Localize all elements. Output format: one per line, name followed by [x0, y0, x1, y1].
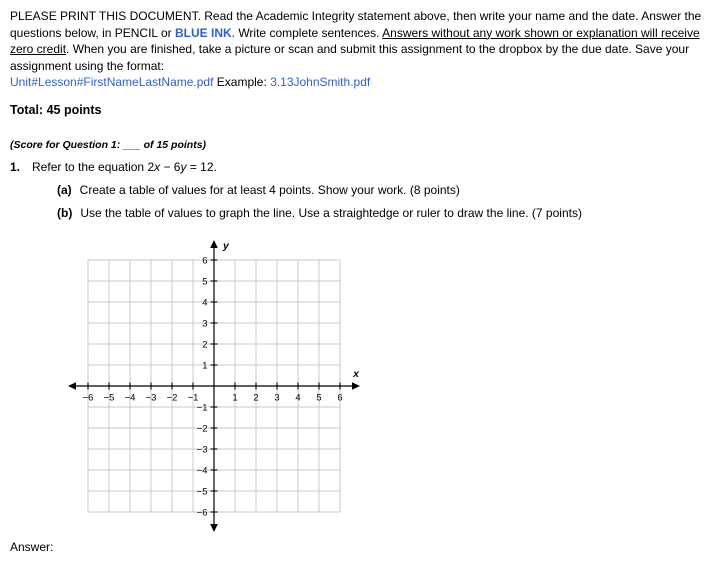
- score-line: (Score for Question 1: ___ of 15 points): [10, 138, 207, 151]
- svg-text:−6: −6: [196, 506, 208, 518]
- svg-text:−6: −6: [82, 392, 94, 403]
- x-axis-left-arrow: [68, 382, 76, 390]
- svg-text:1: 1: [232, 392, 238, 403]
- svg-text:4: 4: [295, 392, 301, 403]
- svg-text:−4: −4: [124, 392, 136, 403]
- axes: [68, 240, 360, 532]
- svg-text:6: 6: [337, 392, 343, 403]
- svg-text:2: 2: [253, 392, 259, 403]
- filename-example-text: 3.13JohnSmith.pdf: [270, 75, 371, 89]
- total-points: Total: 45 points: [10, 102, 102, 117]
- y-axis-label: y: [223, 239, 229, 252]
- svg-text:−1: −1: [196, 401, 208, 413]
- svg-text:5: 5: [316, 392, 322, 403]
- svg-text:−3: −3: [196, 443, 208, 455]
- svg-text:2: 2: [202, 338, 208, 350]
- part-a-label: (a): [57, 182, 72, 197]
- part-a-text: Create a table of values for at least 4 points. Show your work. (8 points): [79, 182, 460, 197]
- svg-text:3: 3: [274, 392, 280, 403]
- part-b-label: (b): [57, 205, 73, 220]
- svg-text:5: 5: [202, 275, 208, 287]
- y-axis-bottom-arrow: [210, 524, 218, 532]
- question-1-part-b: [57, 206, 702, 220]
- svg-text:−2: −2: [166, 392, 178, 403]
- svg-text:3: 3: [202, 317, 208, 329]
- svg-text:−5: −5: [103, 392, 115, 403]
- svg-text:1: 1: [202, 359, 208, 371]
- svg-text:4: 4: [202, 296, 208, 308]
- x-axis-label: x: [353, 367, 359, 380]
- svg-text:−2: −2: [196, 422, 208, 434]
- question-1: [10, 160, 702, 174]
- svg-text:−5: −5: [196, 485, 208, 497]
- question-text: Refer to the equation 2x − 6y = 12.: [32, 159, 217, 174]
- coordinate-grid-svg: [64, 236, 364, 536]
- blue-ink-emphasis: BLUE INK: [174, 25, 232, 40]
- part-b-text: Use the table of values to graph the line. Use a straightedge or ruler to draw the line. (7 points): [80, 205, 582, 220]
- example-label: Example:: [213, 75, 271, 89]
- answer-label: Answer:: [10, 539, 54, 554]
- intro-text-end: . When you are finished, take a picture or scan and submit this assignment to the dropbox by the due date. Save your assignment using the format:: [10, 42, 690, 73]
- intro-paragraph: [10, 8, 704, 91]
- svg-text:−1: −1: [187, 392, 199, 403]
- tick-marks-and-labels: [83, 255, 343, 518]
- svg-text:6: 6: [202, 254, 208, 266]
- zero-credit-policy-text: Answers without any work shown or explanation will receive zero credit: [10, 25, 700, 56]
- x-axis-right-arrow: [352, 382, 360, 390]
- intro-text-start: PLEASE PRINT THIS DOCUMENT. Read the Academic Integrity statement above, then write your name and the date. Answer the questions below, in PENCIL or: [10, 9, 702, 40]
- coordinate-grid: [64, 236, 364, 536]
- question-number: 1.: [10, 159, 21, 174]
- intro-text-mid: . Write complete sentences.: [231, 25, 383, 40]
- svg-text:−4: −4: [196, 464, 208, 476]
- y-axis-top-arrow: [210, 240, 218, 248]
- filename-format-text: Unit#Lesson#FirstNameLastName.pdf: [10, 75, 214, 89]
- svg-text:−3: −3: [145, 392, 157, 403]
- question-1-part-a: [57, 183, 702, 197]
